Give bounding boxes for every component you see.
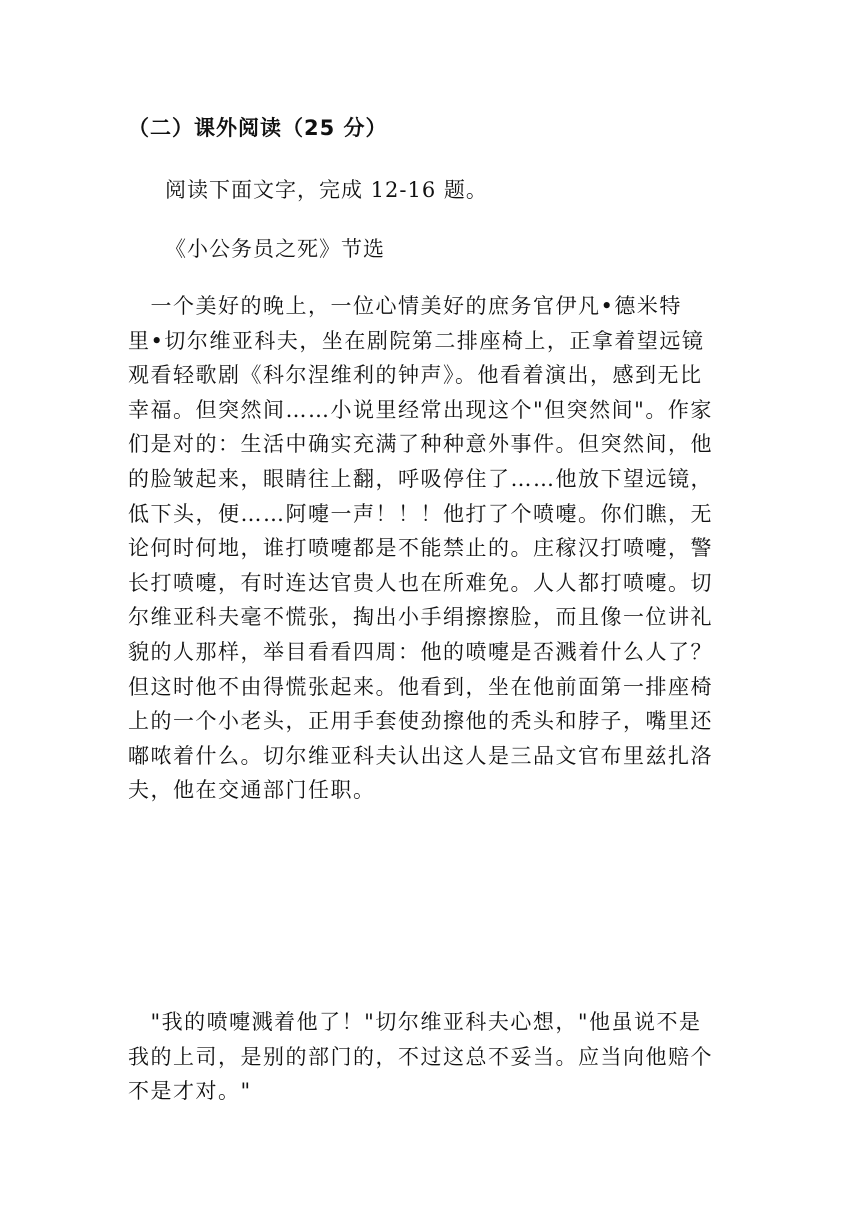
text-line: 夫，他在交通部门任职。 bbox=[128, 778, 376, 803]
excerpt-title: 《小公务员之死》节选 bbox=[165, 237, 385, 261]
text-line: 长打喷嚏，有时连达官贵人也在所难免。人人都打喷嚏。切 bbox=[128, 570, 713, 595]
text-line: 幸福。但突然间……小说里经常出现这个"但突然间"。作家 bbox=[128, 397, 713, 422]
text-line: 论何时何地，谁打喷嚏都是不能禁止的。庄稼汉打喷嚏，警 bbox=[128, 536, 713, 561]
text-line: 我的上司，是别的部门的，不过这总不妥当。应当向他赔个 bbox=[128, 1044, 713, 1069]
passage-paragraph-1 bbox=[128, 289, 732, 808]
text-line: 不是才对。" bbox=[128, 1079, 252, 1104]
text-line: "我的喷嚏溅着他了！"切尔维亚科夫心想，"他虽说不是 bbox=[128, 1010, 702, 1034]
text-line: 貌的人那样，举目看看四周：他的喷嚏是否溅着什么人了？ bbox=[128, 639, 713, 664]
text-line: 嘟哝着什么。切尔维亚科夫认出这人是三品文官布里兹扎洛 bbox=[128, 743, 713, 768]
text-line: 低下头，便……阿嚏一声！！！他打了个喷嚏。你们瞧，无 bbox=[128, 501, 713, 526]
passage-paragraph-2 bbox=[128, 1005, 732, 1109]
text-line: 观看轻歌剧《科尔涅维利的钟声》。他看着演出，感到无比 bbox=[128, 363, 703, 388]
text-line: 尔维亚科夫毫不慌张，掏出小手绢擦擦脸，而且像一位讲礼 bbox=[128, 605, 713, 630]
text-line: 一个美好的晚上，一位心情美好的庶务官伊凡•德米特 bbox=[128, 294, 682, 318]
text-line: 里•切尔维亚科夫，坐在剧院第二排座椅上，正拿着望远镜 bbox=[128, 328, 705, 353]
text-line: 但这时他不由得慌张起来。他看到，坐在他前面第一排座椅 bbox=[128, 674, 713, 699]
text-line: 的脸皱起来，眼睛往上翻，呼吸停住了……他放下望远镜， bbox=[128, 466, 713, 491]
text-line: 上的一个小老头，正用手套使劲擦他的秃头和脖子，嘴里还 bbox=[128, 709, 713, 734]
reading-instruction: 阅读下面文字，完成 12-16 题。 bbox=[165, 178, 488, 202]
text-line: 们是对的：生活中确实充满了种种意外事件。但突然间，他 bbox=[128, 432, 713, 457]
section-heading: （二）课外阅读（25 分） bbox=[128, 116, 388, 140]
